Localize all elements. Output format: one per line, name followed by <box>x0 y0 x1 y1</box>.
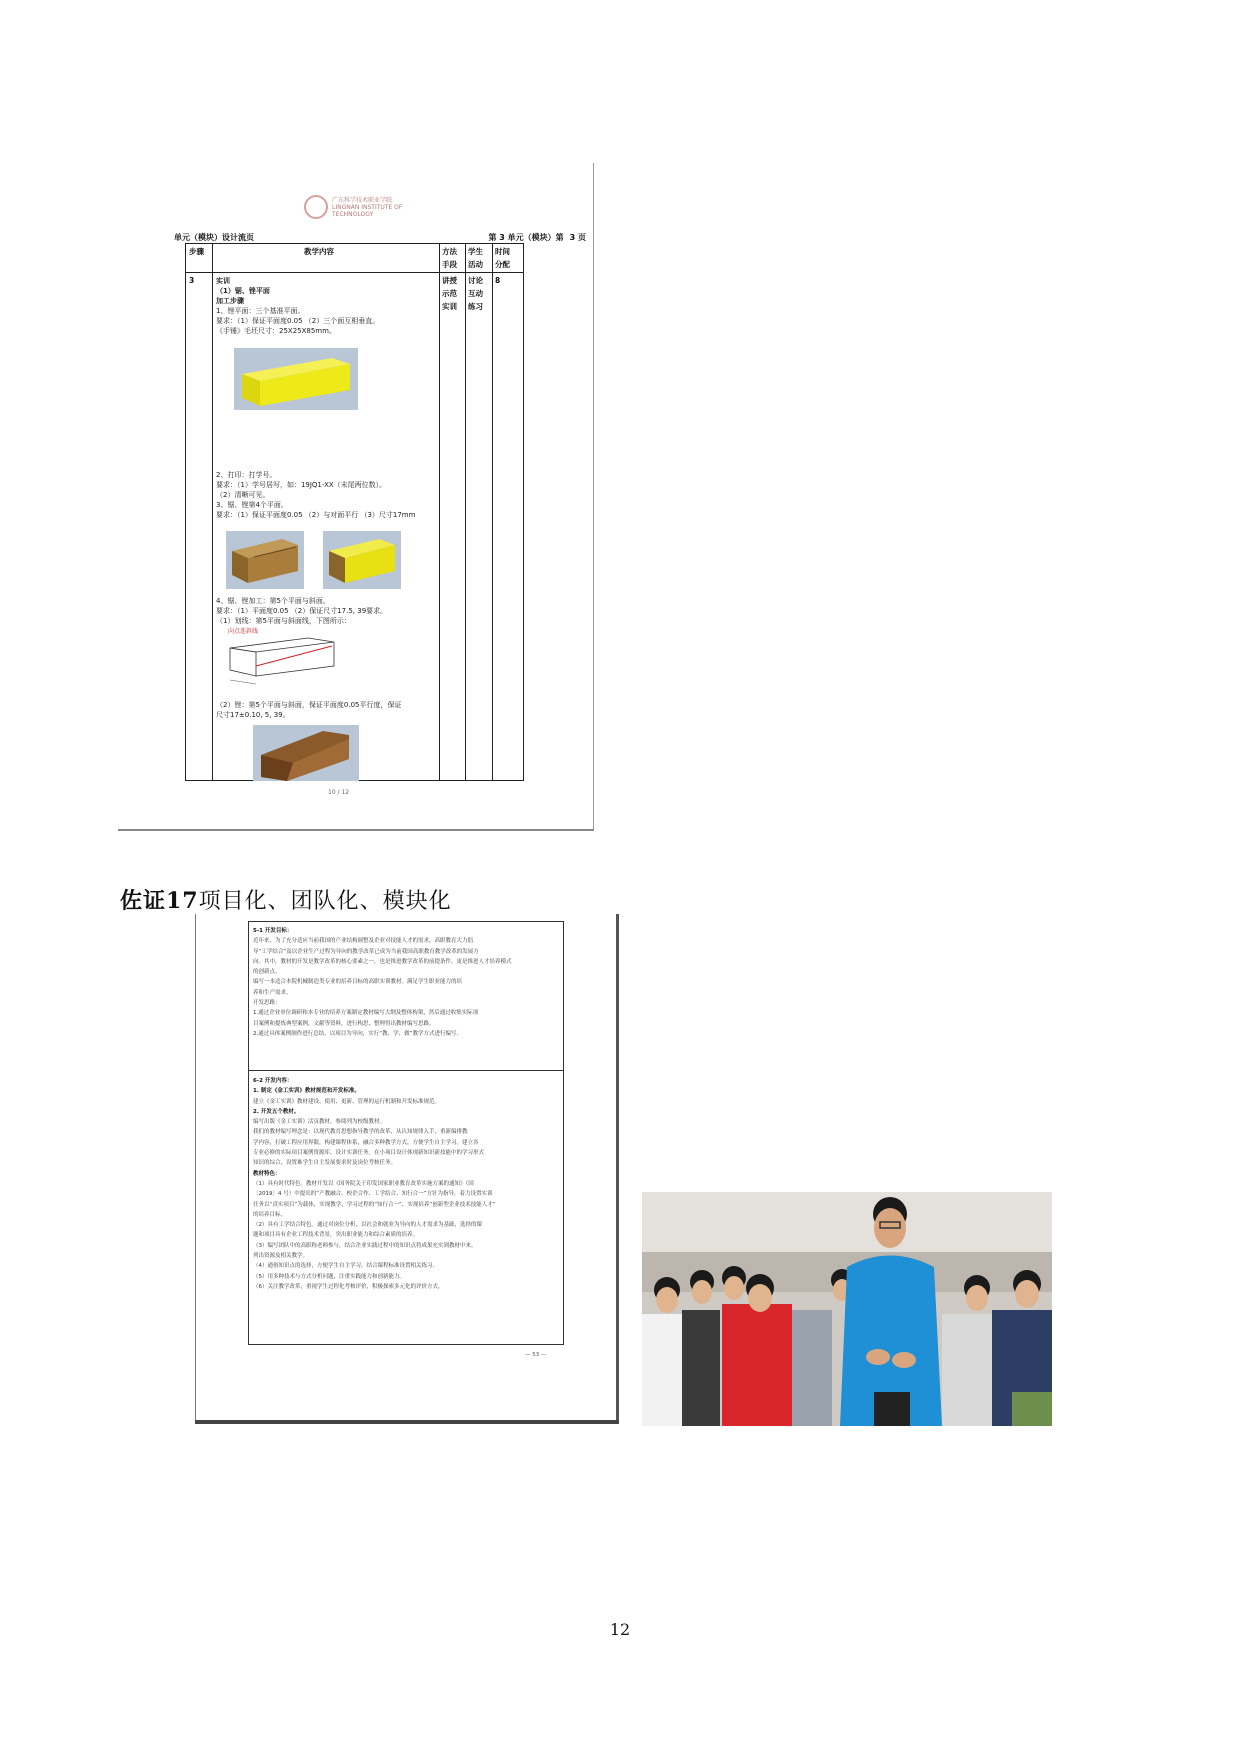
marked-block-image <box>323 531 401 589</box>
lesson-plan-scan: 广东科学技术职业学院 LINGNAN INSTITUTE OF TECHNOLOGY 单元（模块）设计流页 第 3 单元（模块）第 3 页 步骤 教学内容 方法手段 学生活动 时间分配 3 讲授 示范 实训 讨论 互动 练习 8 实训 （1）锯、锉平面 加工步骤 1、锉平面：三个基准平面。 要求：（1）保证平面度0.05 （2）三个面互相垂直。 《手锤》毛坯尺寸：25X25X85mm。 2、打印：打学号。 要求：（1）学号居写，如：19JQ1-XX（末尾两位数）。 （2）清晰可见。 3、锯、锉第4个平面。 要求：（1）保证平面度0.05 （2）与对面平行 （3）尺寸17mm 4、锯、锉加工：第5个平面与斜面。 要求：（1）平面度0.05 （2）保证尺寸17.5, 39要求。 （1）划线：第5平面与斜面线，下图所示： 向点连斜线 （2）锉：第5个平面与斜面，保证平面度0.05平行度，保证 尺寸17±0.10, 5, 39。 10 / 12 <box>118 163 594 831</box>
steps-part-2: 2、打印：打学号。 要求：（1）学号居写，如：19JQ1-XX（末尾两位数）。 （2）清晰可见。 3、锯、锉第4个平面。 要求：（1）保证平面度0.05 （2）与对面平行 （3）尺寸17mm <box>216 471 416 519</box>
classroom-photo <box>642 1192 1052 1426</box>
page-number: 12 <box>609 1620 631 1639</box>
svg-text:向点连斜线: 向点连斜线 <box>228 628 259 635</box>
school-logo: 广东科学技术职业学院 LINGNAN INSTITUTE OF TECHNOLOGY <box>304 195 402 219</box>
evidence-heading: 佐证17项目化、团队化、模块化 <box>120 888 452 914</box>
finished-wedge-image <box>253 725 359 781</box>
school-seal-icon <box>304 195 328 219</box>
steps-part-3: 4、锯、锉加工：第5个平面与斜面。 要求：（1）平面度0.05 （2）保证尺寸17.5, 39要求。 （1）划线：第5平面与斜面线，下图所示： <box>216 597 388 625</box>
marking-sketch <box>224 626 350 686</box>
textbook-plan-scan: 5-1 开发目标： 近年来，为了充分适应当前我国的产业结构调整及企业对技能人才的需求，高职教育大力倡 导“工学结合”及以企业生产过程为导向的教学改革已成为当前我国高职教育教学改革的发展方 向。其中，教材的开发是教学改革的核心要素之一，也是推进教学改革的前提条件，更是推进人才培养模式 的创新点。 编写一本适合本院机械制造类专业的培养目标的高职实训教材。满足学生职业能力的培 养和生产需求。 开发思路： 1.通过企业单位调研和本专业的培养方案制定教材编写大纲及整体构架，然后通过收集实际项 目案例和提炼典型案例，文献等资料，进行构思，整理得出教材编写思路。 2.通过具体案例制作进行总结，以项目为导向，实行“教、学、做”教学方式进行编写。 6-2 开发内容： 1. 制定《金工实训》教材规范和开发标准。 建立《金工实训》教材建设、使用、更新、管理的运行机制和开发标准规范。 2. 开发五个教材。 编写出版《金工实训》活页教材，参阅列为校级教材。 我们的教材编写理念是：以现代教育思想指导教学的改革，从认知规律入手，重新编排教 学内容，打破工程应用界限，构建课程体系，融合多种教学方式，方便学生自主学习。建立各 专业必修的实际项目案例资源库，设计实训任务。在小项目设计体现新知识新技能中的学习形式 知识的综合，设置难学生自主发展要求时及岗位考核任务。 教材特色： （1）具有时代特色。教材开发以《国务院关于印发国家职业教育改革实施方案的通知》（国 〔2019〕4 号）中提出的“产教融合、校企合作、工学结合、知行合一”方针为指导，着力设置实训 任务以“真实项目”为载体，实现教学，学习过程的“知行合一”，实现培养“创新型企业技术技能人才” 的培养目标。 （2）具有工学结合特色。通过对岗位分析，以社会和就业为导向的人才需求为基础，选择的课 题和项目具有企业工程技术背景，突出职业能力和综合素质的培养。 （3）编写团队中的高职称老师参与，结合企业实践过程中的知识点将成果充实到教材中来。 列出资源及相关教学。 （4）通俗知识点的选择，方便学生自主学习，结合课程标准设置相关练习。 （5）用多种技术与方式分析问题，注重实践能力和创新能力。 （6）关注教学改革，重视学生过程化考核评价，积极探索多元化的评价方式。 — 53 — <box>195 914 619 1424</box>
steps-part-1: 实训 （1）锯、锉平面 加工步骤 1、锉平面：三个基准平面。 要求：（1）保证平面度0.05 （2）三个面互相垂直。 《手锤》毛坯尺寸：25X25X85mm。 <box>216 277 380 335</box>
goal-section: 5-1 开发目标： 近年来，为了充分适应当前我国的产业结构调整及企业对技能人才的需求，高职教育大力倡 导“工学结合”及以企业生产过程为导向的教学改革已成为当前我国高职教育教学改革的发展方 向。其中，教材的开发是教学改革的核心要素之一，也是推进教学改革的前提条件，更是推进人才培养模式 的创新点。 编写一本适合本院机械制造类专业的培养目标的高职实训教材。满足学生职业能力的培 养和生产需求。 开发思路： 1.通过企业单位调研和本专业的培养方案制定教材编写大纲及整体构架，然后通过收集实际项 目案例和提炼典型案例，文献等资料，进行构思，整理得出教材编写思路。 2.通过具体案例制作进行总结，以项目为导向，实行“教、学、做”教学方式进行编写。 <box>253 928 512 1037</box>
brown-block-image <box>226 531 304 589</box>
lesson-plan-header: 单元（模块）设计流页 第 3 单元（模块）第 3 页 <box>174 233 586 242</box>
steps-part-4: （2）锉：第5个平面与斜面，保证平面度0.05平行度，保证 尺寸17±0.10, 5, 39。 <box>216 701 402 719</box>
lesson-plan-table: 步骤 教学内容 方法手段 学生活动 时间分配 3 讲授 示范 实训 讨论 互动 练习 8 实训 （1）锯、锉平面 加工步骤 1、锉平面：三个基准平面。 要求：（1）保证平面度0.05 （2）三个面互相垂直。 《手锤》毛坯尺寸：25X25X85mm。 2、打印：打学号。 要求：（1）学号居写，如：19JQ1-XX（末尾两位数）。 （2）清晰可见。 3、锯、锉第4个平面。 要求：（1）保证平面度0.05 （2）与对面平行 （3）尺寸17mm 4、锯、锉加工：第5个平面与斜面。 要求：（1）平面度0.05 （2）保证尺寸17.5, 39要求。 （1）划线：第5平面与斜面线，下图所示： 向点连斜线 （2）锉：第5个平面与斜面，保证平面度0.05平行度，保证 尺寸17±0.10, 5, 39。 <box>185 243 524 781</box>
content-section: 6-2 开发内容： 1. 制定《金工实训》教材规范和开发标准。 建立《金工实训》教材建设、使用、更新、管理的运行机制和开发标准规范。 2. 开发五个教材。 编写出版《金工实训》活页教材，参阅列为校级教材。 我们的教材编写理念是：以现代教育思想指导教学的改革，从认知规律入手，重新编排教 学内容，打破工程应用界限，构建课程体系，融合多种教学方式，方便学生自主学习。建立各 专业必修的实际项目案例资源库，设计实训任务。在小项目设计体现新知识新技能中的学习形式 知识的综合，设置难学生自主发展要求时及岗位考核任务。 教材特色： （1）具有时代特色。教材开发以《国务院关于印发国家职业教育改革实施方案的通知》（国 〔2019〕4 号）中提出的“产教融合、校企合作、工学结合、知行合一”方针为指导，着力设置实训 任务以“真实项目”为载体，实现教学，学习过程的“知行合一”，实现培养“创新型企业技术技能人才” 的培养目标。 （2）具有工学结合特色。通过对岗位分析，以社会和就业为导向的人才需求为基础，选择的课 题和项目具有企业工程技术背景，突出职业能力和综合素质的培养。 （3）编写团队中的高职称老师参与，结合企业实践过程中的知识点将成果充实到教材中来。 列出资源及相关教学。 （4）通俗知识点的选择，方便学生自主学习，结合课程标准设置相关练习。 （5）用多种技术与方式分析问题，注重实践能力和创新能力。 （6）关注教学改革，重视学生过程化考核评价，积极探索多元化的评价方式。 <box>253 1078 496 1290</box>
yellow-block-image <box>234 348 358 410</box>
development-plan-table <box>248 921 564 1345</box>
